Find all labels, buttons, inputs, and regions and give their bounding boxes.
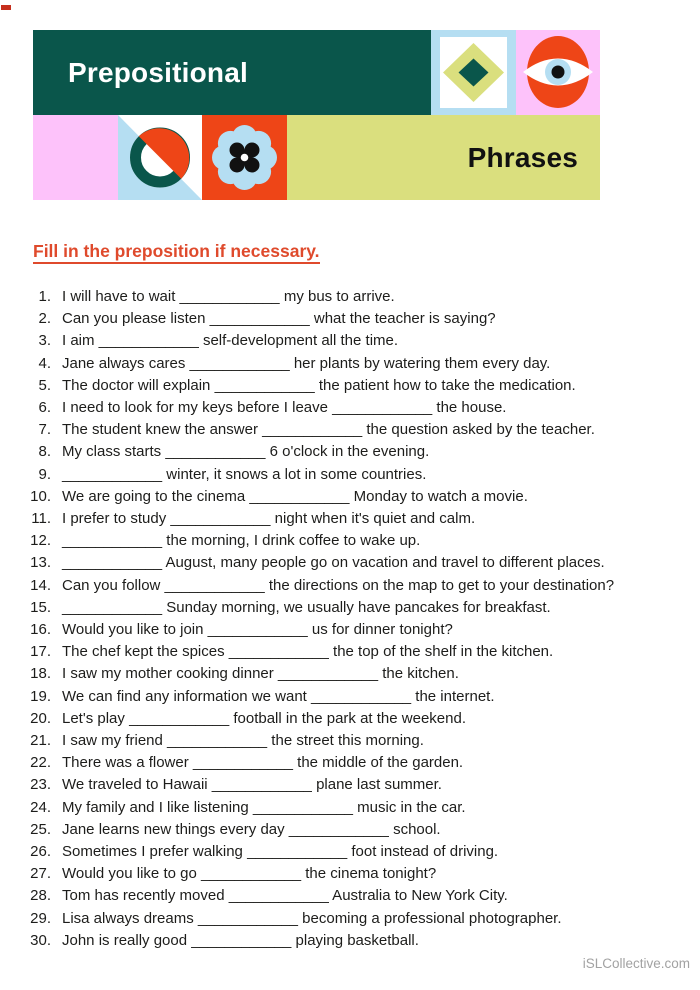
item-text: We are going to the cinema ____________ Monday to watch a movie. bbox=[62, 487, 528, 505]
item-text: Sometimes I prefer walking ____________ foot instead of driving. bbox=[62, 843, 499, 861]
item-number: 12. bbox=[30, 532, 51, 550]
item-text: Jane always cares ____________ her plants by watering them every day. bbox=[62, 354, 551, 372]
item-number: 26. bbox=[30, 843, 51, 861]
item-text: Jane learns new things every day ____________ school. bbox=[62, 820, 441, 838]
item-number: 20. bbox=[30, 709, 51, 727]
item-number: 7. bbox=[38, 421, 51, 439]
list-item bbox=[0, 686, 700, 708]
list-item bbox=[0, 464, 700, 486]
item-number: 25. bbox=[30, 820, 51, 838]
list-item bbox=[0, 663, 700, 685]
item-text: John is really good ____________ playing basketball. bbox=[62, 931, 419, 949]
item-text: There was a flower ____________ the middle of the garden. bbox=[62, 754, 464, 772]
watermark: iSLCollective.com bbox=[582, 956, 690, 971]
item-number: 10. bbox=[30, 487, 51, 505]
item-text: Can you follow ____________ the directions on the map to get to your destination? bbox=[62, 576, 615, 594]
item-text: Can you please listen ____________ what the teacher is saying? bbox=[62, 310, 496, 328]
item-text: Let's play ____________ football in the park at the weekend. bbox=[62, 709, 466, 727]
item-number: 18. bbox=[30, 665, 51, 683]
list-item bbox=[0, 641, 700, 663]
item-number: 11. bbox=[31, 510, 51, 528]
list-item bbox=[0, 575, 700, 597]
item-text: The doctor will explain ____________ the patient how to take the medication. bbox=[62, 376, 576, 394]
list-item bbox=[0, 797, 700, 819]
banner-row-bottom bbox=[33, 115, 600, 200]
item-text: Would you like to join ____________ us for dinner tonight? bbox=[62, 621, 453, 639]
item-number: 30. bbox=[30, 931, 51, 949]
list-item bbox=[0, 619, 700, 641]
item-number: 9. bbox=[38, 465, 51, 483]
item-number: 1. bbox=[38, 288, 51, 305]
list-item bbox=[0, 286, 700, 308]
item-text: My class starts ____________ 6 o'clock in the evening. bbox=[62, 443, 430, 461]
item-number: 19. bbox=[30, 687, 51, 705]
item-text: ____________ winter, it snows a lot in some countries. bbox=[62, 465, 427, 483]
item-text: I saw my friend ____________ the street this morning. bbox=[62, 732, 424, 750]
flower-icon bbox=[202, 115, 287, 200]
item-text: ____________ August, many people go on vacation and travel to different places. bbox=[62, 554, 605, 572]
list-item bbox=[0, 508, 700, 530]
list-item bbox=[0, 752, 700, 774]
item-text: Lisa always dreams ____________ becoming a professional photographer. bbox=[62, 909, 562, 927]
item-text: I will have to wait ____________ my bus to arrive. bbox=[62, 288, 395, 305]
banner-subtitle-box bbox=[287, 115, 600, 200]
list-item bbox=[0, 308, 700, 330]
list-item bbox=[0, 774, 700, 796]
item-number: 27. bbox=[30, 865, 51, 883]
item-number: 22. bbox=[30, 754, 51, 772]
item-number: 14. bbox=[30, 576, 51, 594]
list-item bbox=[0, 708, 700, 730]
list-item bbox=[0, 419, 700, 441]
item-text: ____________ Sunday morning, we usually have pancakes for breakfast. bbox=[62, 598, 551, 616]
item-number: 13. bbox=[30, 554, 51, 572]
item-text: I aim ____________ self-development all the time. bbox=[62, 332, 399, 350]
item-number: 4. bbox=[38, 354, 51, 372]
list-item bbox=[0, 730, 700, 752]
list-item bbox=[0, 486, 700, 508]
list-item bbox=[0, 885, 700, 907]
item-text: I prefer to study ____________ night when it's quiet and calm. bbox=[62, 510, 476, 528]
item-text: I need to look for my keys before I leave ____________ the house. bbox=[62, 399, 507, 417]
exercise-list bbox=[0, 286, 700, 952]
diamond-icon bbox=[431, 30, 516, 115]
list-item bbox=[0, 330, 700, 352]
list-item bbox=[0, 552, 700, 574]
banner-title: Prepositional bbox=[68, 56, 248, 88]
list-item bbox=[0, 841, 700, 863]
list-item bbox=[0, 441, 700, 463]
item-text: I saw my mother cooking dinner ____________ the kitchen. bbox=[62, 665, 459, 683]
item-number: 24. bbox=[30, 798, 51, 816]
item-number: 23. bbox=[30, 776, 51, 794]
item-text: Would you like to go ____________ the cinema tonight? bbox=[62, 865, 437, 883]
item-text: ____________ the morning, I drink coffee to wake up. bbox=[62, 532, 421, 550]
split-circle-icon bbox=[118, 115, 202, 200]
banner-subtitle: Phrases bbox=[467, 141, 578, 173]
list-item bbox=[0, 597, 700, 619]
item-number: 17. bbox=[30, 643, 51, 661]
worksheet-heading: Fill in the preposition if necessary. bbox=[33, 241, 320, 262]
worksheet-banner bbox=[33, 30, 600, 200]
item-text: We traveled to Hawaii ____________ plane last summer. bbox=[62, 776, 442, 794]
item-number: 8. bbox=[38, 443, 51, 461]
item-number: 28. bbox=[30, 887, 51, 905]
item-number: 29. bbox=[30, 909, 51, 927]
item-number: 2. bbox=[38, 310, 51, 328]
item-text: My family and I like listening ____________ music in the car. bbox=[62, 798, 466, 816]
item-text: The chef kept the spices ____________ the top of the shelf in the kitchen. bbox=[62, 643, 554, 661]
list-item bbox=[0, 375, 700, 397]
item-number: 3. bbox=[38, 332, 51, 350]
item-number: 21. bbox=[30, 732, 51, 750]
eye-icon bbox=[516, 30, 600, 115]
list-item bbox=[0, 930, 700, 952]
item-number: 15. bbox=[30, 598, 51, 616]
item-text: Tom has recently moved ____________ Australia to New York City. bbox=[62, 887, 508, 905]
list-item bbox=[0, 908, 700, 930]
item-number: 6. bbox=[38, 399, 51, 417]
item-number: 16. bbox=[30, 621, 51, 639]
pink-block bbox=[33, 115, 118, 200]
item-text: We can find any information we want ____________ the internet. bbox=[62, 687, 495, 705]
banner-row-top bbox=[33, 30, 600, 115]
banner-title-box bbox=[33, 30, 431, 115]
list-item bbox=[0, 863, 700, 885]
item-number: 5. bbox=[38, 376, 51, 394]
corner-mark bbox=[1, 5, 11, 10]
list-item bbox=[0, 819, 700, 841]
list-item bbox=[0, 397, 700, 419]
list-item bbox=[0, 530, 700, 552]
list-item bbox=[0, 353, 700, 375]
item-text: The student knew the answer ____________ the question asked by the teacher. bbox=[62, 421, 595, 439]
